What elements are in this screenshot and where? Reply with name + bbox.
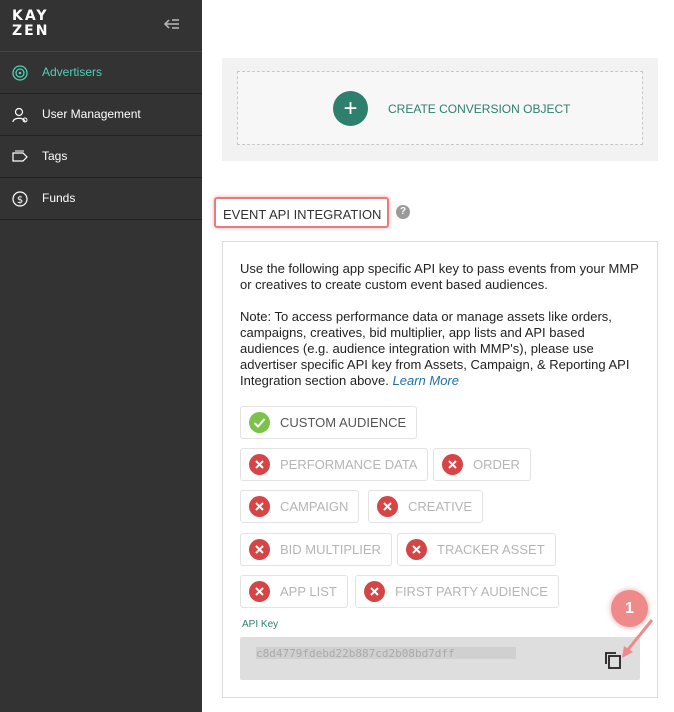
cross-icon: [364, 581, 385, 602]
tag-tracker-asset: TRACKER ASSET: [397, 533, 556, 566]
tag-first-party-audience: FIRST PARTY AUDIENCE: [355, 575, 559, 608]
sidebar-item-advertisers[interactable]: [0, 52, 202, 94]
step-badge: 1: [611, 590, 648, 627]
check-icon: [249, 412, 270, 433]
tag-creative: CREATIVE: [368, 490, 483, 523]
sidebar-item-funds[interactable]: [0, 178, 202, 220]
create-conversion-area: [222, 58, 658, 161]
event-api-panel: [222, 241, 658, 698]
cross-icon: [249, 454, 270, 475]
sidebar-item-label: User Management: [42, 107, 141, 121]
sidebar-item-label: Funds: [42, 191, 76, 205]
create-conversion-dropzone[interactable]: [237, 71, 643, 145]
logo-area: [0, 0, 202, 52]
tag-custom-audience: CUSTOM AUDIENCE: [240, 406, 417, 439]
logo[interactable]: KAY ZEN: [12, 8, 50, 39]
sidebar-item-user-management[interactable]: [0, 94, 202, 136]
cross-icon: [442, 454, 463, 475]
cross-icon: [406, 539, 427, 560]
api-key-value: c8d4779fdebd22b887cd2b08bd7dff: [256, 647, 516, 659]
tag-bid-multiplier: BID MULTIPLIER: [240, 533, 392, 566]
cross-icon: [249, 496, 270, 517]
sidebar-item-label: Advertisers: [42, 65, 103, 79]
sidebar: [0, 0, 202, 712]
section-title: EVENT API INTEGRATION: [223, 207, 382, 222]
cross-icon: [249, 539, 270, 560]
create-conversion-label[interactable]: CREATE CONVERSION OBJECT: [388, 102, 571, 116]
cross-icon: [377, 496, 398, 517]
tags-icon: [11, 148, 29, 166]
cross-icon: [249, 581, 270, 602]
learn-more-link[interactable]: Learn More: [392, 373, 459, 388]
tag-app-list: APP LIST: [240, 575, 348, 608]
intro-text: Use the following app specific API key to pass events from your MMP or creatives to create custom event based audiences.: [240, 261, 639, 292]
note-text: Note: To access performance data or manage assets like orders, campaigns, creatives, bid multiplier, app lists and API based audiences (e.g. audience integration with MMP's), please use advertiser specific API key from Assets, Campaign, & Reporting API Integration section above. Learn More: [240, 309, 630, 388]
panel-description: [240, 261, 645, 405]
sidebar-item-tags[interactable]: [0, 136, 202, 178]
api-key-field[interactable]: [240, 637, 640, 680]
section-title-highlight: [214, 197, 389, 228]
tag-campaign: CAMPAIGN: [240, 490, 359, 523]
sidebar-item-label: Tags: [42, 149, 68, 163]
help-icon[interactable]: ?: [396, 205, 410, 219]
target-icon: [11, 64, 29, 82]
user-icon: [11, 106, 29, 124]
add-conversion-button[interactable]: +: [333, 91, 368, 126]
api-key-label: API Key: [242, 619, 279, 630]
tag-order: ORDER: [433, 448, 531, 481]
svg-text:$: $: [16, 195, 24, 206]
collapse-sidebar-icon[interactable]: [163, 16, 181, 32]
funds-icon: [11, 190, 29, 208]
tag-performance-data: PERFORMANCE DATA: [240, 448, 428, 481]
pointer-arrow-icon: [612, 614, 662, 664]
